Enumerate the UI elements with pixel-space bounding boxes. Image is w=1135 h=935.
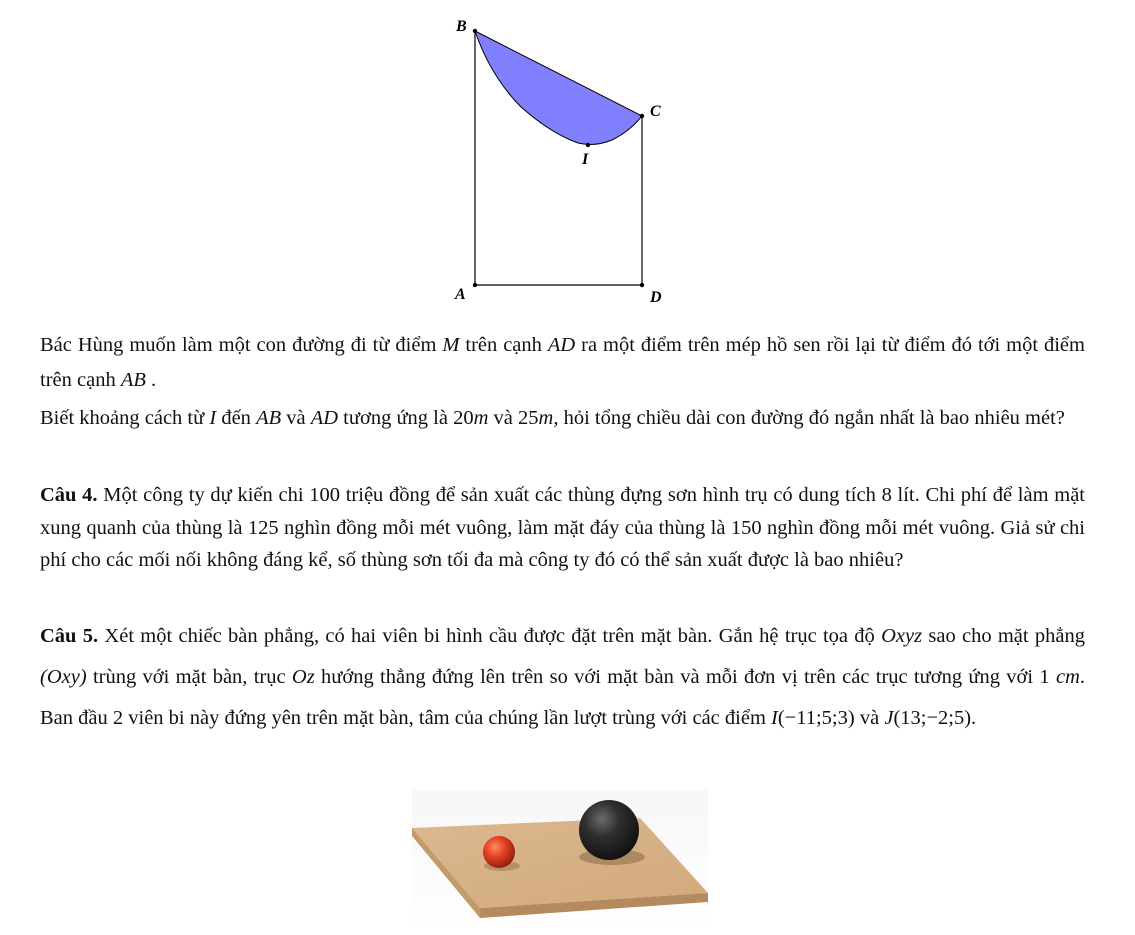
- label-c: C: [650, 103, 661, 120]
- big-black-ball: [579, 800, 639, 860]
- text: . Ban đầu 2 viên bi này đứng yên trên mặt bàn, tâm của chúng lần lượt trùng với các điểm: [40, 666, 1085, 729]
- point-a: [473, 283, 477, 287]
- text: Bác Hùng muốn làm một con đường đi từ điểm: [40, 334, 443, 356]
- math: AB: [256, 407, 282, 429]
- math: Oxyz: [881, 625, 923, 647]
- text: .: [145, 369, 157, 391]
- math: (Oxy): [40, 666, 87, 688]
- question-5: [40, 616, 1085, 739]
- text: .: [971, 707, 977, 729]
- number: 1: [1039, 666, 1050, 688]
- math: AD: [547, 334, 576, 356]
- label-b: B: [456, 18, 467, 35]
- text: và: [281, 407, 311, 429]
- text: , hỏi tổng chiều dài con đường đó ngắn nhất là bao nhiêu mét?: [553, 407, 1065, 429]
- math: M: [442, 334, 460, 356]
- point-c: [640, 114, 644, 118]
- text: ra một điểm trên mép hồ sen rồi lại từ điểm đó tới một điểm trên cạnh: [40, 334, 1085, 391]
- text: trùng với mặt bàn, trục: [86, 666, 292, 688]
- problem-text-1: [40, 328, 1085, 398]
- question-4: [40, 479, 1085, 577]
- lotus-pond-region: [475, 31, 642, 144]
- unit: m: [473, 407, 489, 429]
- math: I: [209, 407, 217, 429]
- point-i: [586, 143, 590, 147]
- math: AD: [310, 407, 339, 429]
- question-4-text: Một công ty dự kiến chi 100 triệu đồng để sản xuất các thùng đựng sơn hình trụ có dung tích 8 lít. Chi phí để làm mặt xung quanh của thùng là 125 nghìn đồng mỗi mét vuông, làm mặt đáy của thùng là 150 nghìn đồng mỗi mét vuông. Giả sử chi phí cho các mối nối không đáng kể, số thùng sơn tối đa mà công ty đó có thể sản xuất được là bao nhiêu?: [40, 484, 1085, 571]
- math: Oz: [291, 666, 315, 688]
- point-b: [473, 29, 477, 33]
- unit: cm: [1055, 666, 1080, 688]
- pond-figure: [0, 0, 1135, 320]
- text: và: [488, 407, 519, 429]
- math: J: [884, 707, 894, 729]
- problem-text-2: [40, 401, 1085, 436]
- point-d: [640, 283, 644, 287]
- table-balls-image: [412, 790, 712, 935]
- label-i: I: [582, 151, 589, 168]
- text: trên cạnh: [459, 334, 548, 356]
- text: hướng thẳng đứng lên trên so với mặt bàn và mỗi đơn vị trên các trục tương ứng với: [314, 666, 1040, 688]
- text: Biết khoảng cách từ: [40, 407, 210, 429]
- unit: m: [538, 407, 554, 429]
- label-d: D: [650, 289, 662, 306]
- text: tương ứng là: [338, 407, 454, 429]
- label-a: A: [455, 286, 466, 303]
- small-red-ball: [483, 836, 515, 868]
- question-5-heading: Câu 5.: [40, 625, 99, 647]
- math: I: [771, 707, 778, 729]
- number: 25: [518, 407, 539, 429]
- coordinates: (−11;5;3): [777, 707, 855, 729]
- number: 20: [453, 407, 474, 429]
- coordinates: (13;−2;5): [893, 707, 972, 729]
- question-4-heading: Câu 4.: [40, 484, 98, 506]
- text: sao cho mặt phẳng: [922, 625, 1085, 647]
- text: và: [854, 707, 885, 729]
- text: Xét một chiếc bàn phẳng, có hai viên bi hình cầu được đặt trên mặt bàn. Gắn hệ trục tọa độ: [98, 625, 882, 647]
- text: đến: [216, 407, 257, 429]
- math: AB: [120, 369, 146, 391]
